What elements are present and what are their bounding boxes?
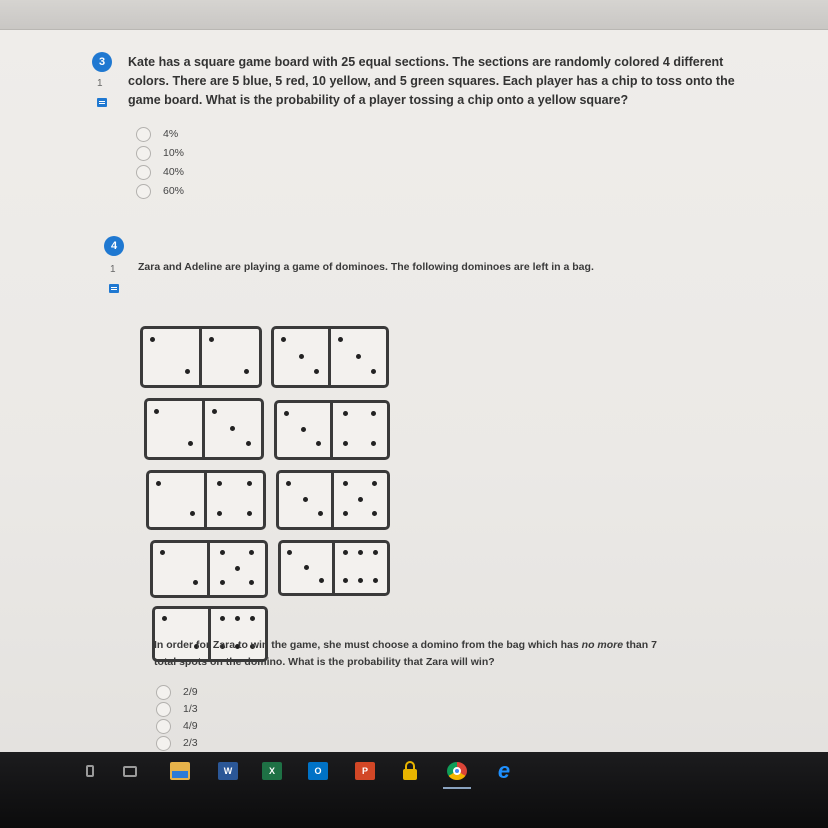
- question-4-option-2[interactable]: 1/3: [156, 700, 198, 718]
- radio-button[interactable]: [156, 736, 171, 751]
- domino-pip: [212, 409, 217, 414]
- word-icon[interactable]: W: [218, 762, 238, 780]
- domino-pip: [220, 616, 225, 621]
- domino-pip: [235, 566, 240, 571]
- domino-pip: [343, 578, 348, 583]
- domino-pip: [249, 580, 254, 585]
- domino-pip: [209, 337, 214, 342]
- domino-pip: [247, 511, 252, 516]
- domino-right-half: [335, 543, 386, 593]
- domino-pip: [220, 550, 225, 555]
- domino-pip: [154, 409, 159, 414]
- radio-button[interactable]: [136, 165, 151, 180]
- domino-pip: [371, 411, 376, 416]
- domino-left-half: [149, 473, 204, 527]
- domino-left-half: [147, 401, 202, 457]
- prompt-emphasis: no more: [581, 639, 624, 651]
- domino-pip: [250, 616, 255, 621]
- quiz-page: [0, 30, 828, 752]
- domino-pip: [343, 511, 348, 516]
- domino-pip: [190, 511, 195, 516]
- domino-left-half: [281, 543, 332, 593]
- question-4-intro: Zara and Adeline are playing a game of dominoes. The following dominoes are left in a bag.: [138, 261, 594, 273]
- question-3-option-4[interactable]: 60%: [136, 182, 184, 200]
- domino-pip: [235, 616, 240, 621]
- lock-app-icon[interactable]: [400, 762, 420, 780]
- domino-left-half: [279, 473, 331, 527]
- domino-left-half: [274, 329, 328, 385]
- domino-pip: [193, 580, 198, 585]
- radio-button[interactable]: [136, 127, 151, 142]
- domino-pip: [343, 550, 348, 555]
- windows-start-icon[interactable]: [80, 762, 100, 780]
- domino-pip: [299, 354, 304, 359]
- domino-pip: [373, 550, 378, 555]
- domino-pip: [284, 411, 289, 416]
- radio-button[interactable]: [156, 719, 171, 734]
- domino-right-half: [333, 403, 386, 457]
- domino-right-half: [210, 543, 264, 595]
- radio-button[interactable]: [156, 685, 171, 700]
- question-3-line-3: game board. What is the probability of a player tossing a chip onto a yellow square?: [128, 93, 629, 107]
- active-app-indicator: [443, 787, 471, 789]
- domino-pip: [249, 550, 254, 555]
- domino-pip: [246, 441, 251, 446]
- question-3-number-badge[interactable]: 3: [92, 52, 112, 72]
- domino-pip: [316, 441, 321, 446]
- domino-pip: [358, 497, 363, 502]
- domino-pip: [185, 369, 190, 374]
- radio-button[interactable]: [156, 702, 171, 717]
- question-4-option-3[interactable]: 4/9: [156, 717, 198, 735]
- domino-7: [150, 540, 268, 598]
- chrome-icon[interactable]: [447, 762, 467, 780]
- domino-pip: [371, 441, 376, 446]
- domino-pip: [372, 481, 377, 486]
- domino-5: [146, 470, 266, 530]
- domino-left-half: [143, 329, 199, 385]
- domino-pip: [314, 369, 319, 374]
- domino-pip: [301, 427, 306, 432]
- question-4-option-4[interactable]: 2/3: [156, 734, 198, 752]
- domino-pip: [373, 578, 378, 583]
- question-3-option-2[interactable]: 10%: [136, 144, 184, 162]
- domino-pip: [338, 337, 343, 342]
- domino-right-half: [202, 329, 258, 385]
- question-3-line-2: colors. There are 5 blue, 5 red, 10 yellow, and 5 green squares. Each player has a chip to toss onto the: [128, 74, 735, 88]
- windows-taskbar: [0, 752, 828, 828]
- domino-6: [276, 470, 390, 530]
- domino-pip: [287, 550, 292, 555]
- question-4-flag-icon[interactable]: [109, 284, 119, 293]
- question-4-prompt-line-2: total spots on the domino. What is the probability that Zara will win?: [154, 656, 495, 668]
- domino-pip: [319, 578, 324, 583]
- domino-pip: [358, 578, 363, 583]
- domino-left-half: [277, 403, 330, 457]
- domino-pip: [217, 481, 222, 486]
- domino-pip: [286, 481, 291, 486]
- question-3-option-1[interactable]: 4%: [136, 125, 178, 143]
- domino-pip: [247, 481, 252, 486]
- domino-pip: [318, 511, 323, 516]
- domino-pip: [220, 580, 225, 585]
- question-3-text: [128, 53, 808, 110]
- question-4-prompt: [154, 637, 794, 671]
- domino-pip: [303, 497, 308, 502]
- question-3-points: 1: [97, 78, 103, 89]
- file-explorer-icon[interactable]: [170, 762, 190, 780]
- domino-pip: [244, 369, 249, 374]
- domino-pip: [156, 481, 161, 486]
- prompt-text: In order for Zara to win the game, she must choose a domino from the bag which has: [154, 639, 582, 651]
- outlook-icon[interactable]: O: [308, 762, 328, 780]
- domino-pip: [304, 565, 309, 570]
- domino-set: [138, 292, 398, 642]
- question-3-line-1: Kate has a square game board with 25 equal sections. The sections are randomly colored 4 different: [128, 55, 724, 69]
- domino-pip: [371, 369, 376, 374]
- domino-pip: [343, 441, 348, 446]
- domino-pip: [343, 481, 348, 486]
- powerpoint-icon[interactable]: P: [355, 762, 375, 780]
- question-4-option-1[interactable]: 2/9: [156, 683, 198, 701]
- domino-left-half: [153, 543, 207, 595]
- question-4-number-badge[interactable]: 4: [104, 236, 124, 256]
- question-4-prompt-line-1: [154, 637, 794, 654]
- domino-2: [271, 326, 389, 388]
- excel-icon[interactable]: X: [262, 762, 282, 780]
- browser-top-strip: [0, 0, 828, 30]
- domino-right-half: [334, 473, 386, 527]
- domino-pip: [372, 511, 377, 516]
- domino-right-half: [205, 401, 260, 457]
- domino-pip: [281, 337, 286, 342]
- domino-1: [140, 326, 262, 388]
- domino-pip: [343, 411, 348, 416]
- domino-pip: [188, 441, 193, 446]
- domino-pip: [150, 337, 155, 342]
- domino-3: [144, 398, 264, 460]
- task-view-icon[interactable]: [120, 762, 140, 780]
- prompt-text: than 7: [623, 639, 657, 651]
- question-3-flag-icon[interactable]: [97, 98, 107, 107]
- domino-pip: [217, 511, 222, 516]
- domino-pip: [230, 426, 235, 431]
- domino-8: [278, 540, 390, 596]
- radio-button[interactable]: [136, 146, 151, 161]
- domino-right-half: [207, 473, 262, 527]
- question-4-points: 1: [110, 264, 116, 275]
- radio-button[interactable]: [136, 184, 151, 199]
- domino-pip: [160, 550, 165, 555]
- domino-right-half: [331, 329, 385, 385]
- question-3-option-3[interactable]: 40%: [136, 163, 184, 181]
- domino-pip: [356, 354, 361, 359]
- edge-icon[interactable]: e: [497, 758, 511, 783]
- domino-pip: [358, 550, 363, 555]
- domino-pip: [162, 616, 167, 621]
- domino-4: [274, 400, 390, 460]
